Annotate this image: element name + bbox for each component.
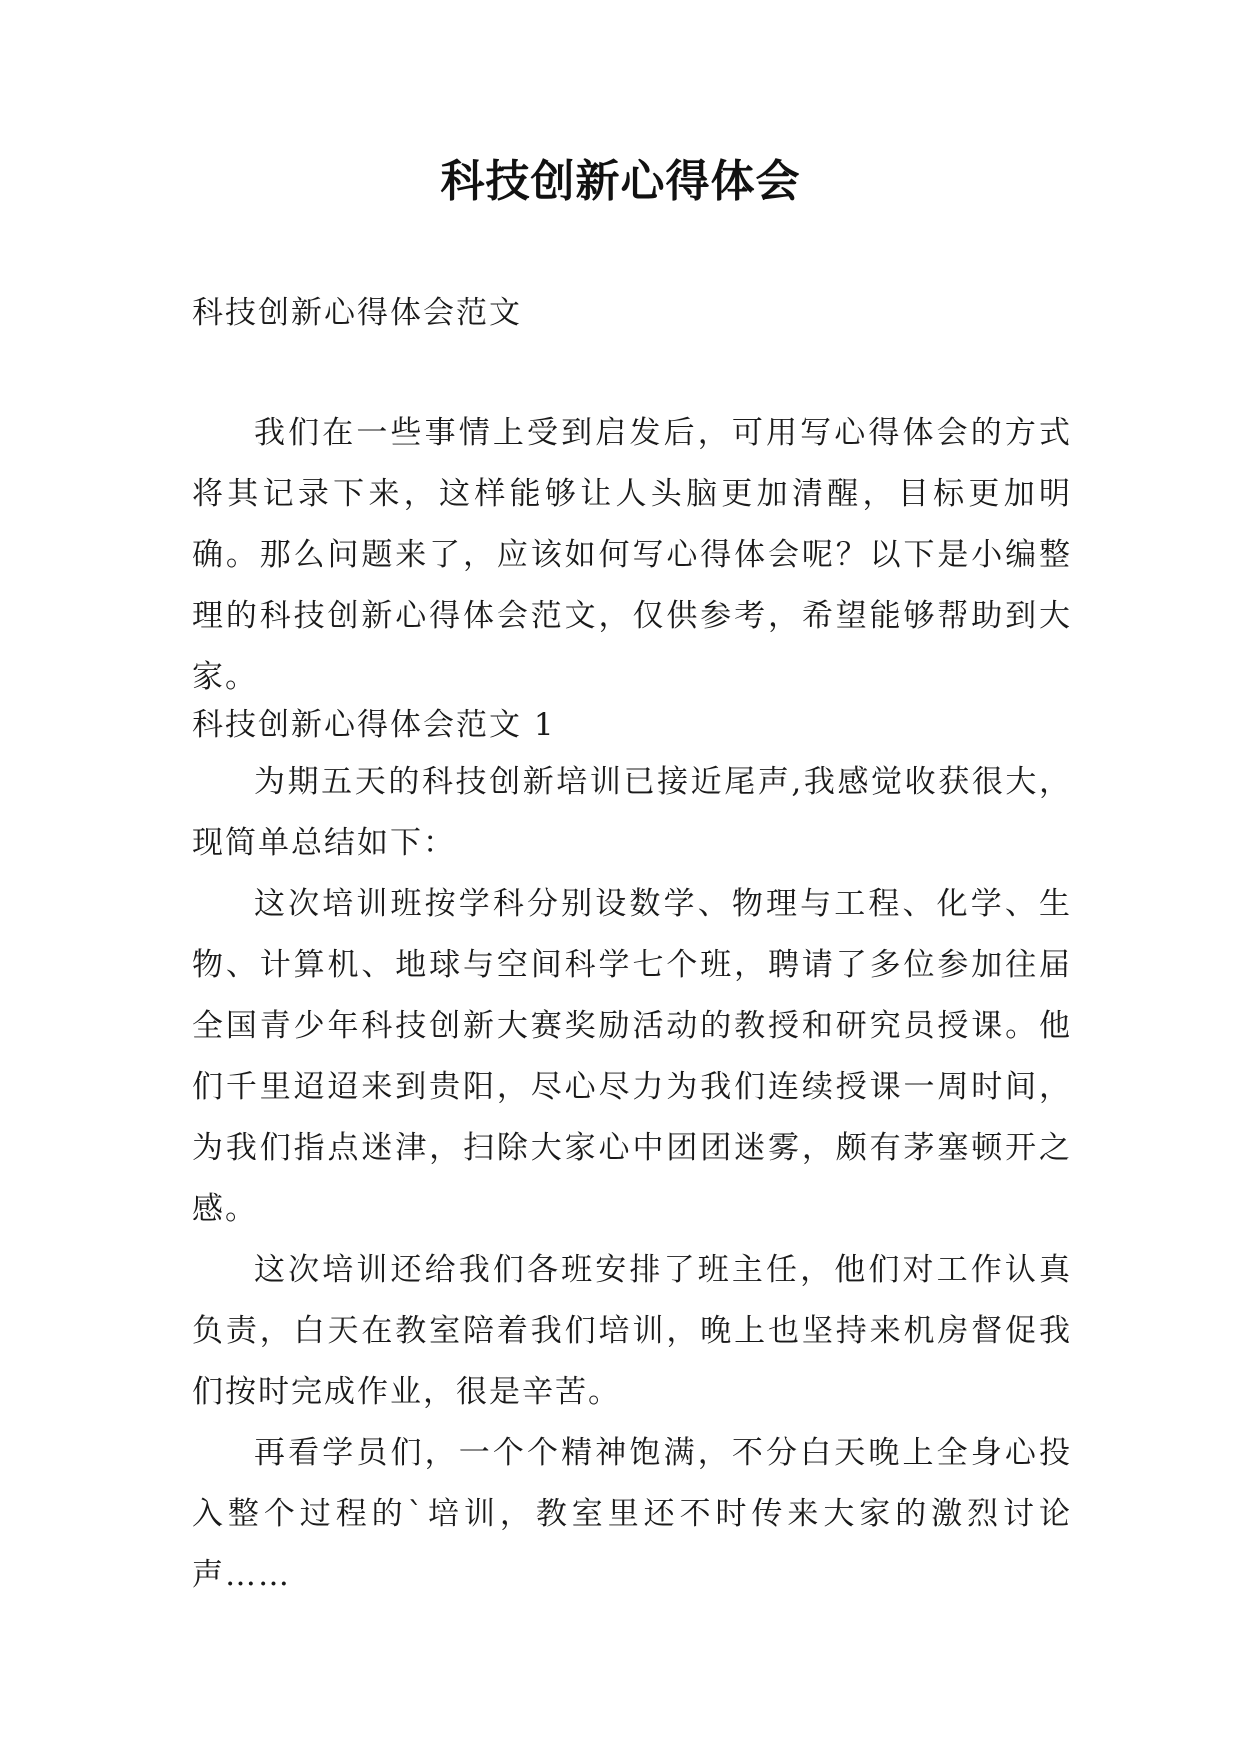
section-body bbox=[192, 752, 1072, 1606]
document-subtitle: 科技创新心得体会范文 bbox=[192, 295, 522, 331]
body-paragraph: 再看学员们，一个个精神饱满，不分白天晚上全身心投入整个过程的`培训，教室里还不时传来大家的激烈讨论声…… bbox=[192, 1435, 1072, 1593]
intro-block bbox=[192, 403, 1072, 708]
section-heading: 科技创新心得体会范文 1 bbox=[192, 707, 556, 743]
document-title: 科技创新心得体会 bbox=[440, 156, 801, 207]
intro-paragraph: 我们在一些事情上受到启发后，可用写心得体会的方式将其记录下来，这样能够让人头脑更加清醒，目标更加明确。那么问题来了，应该如何写心得体会呢？以下是小编整理的科技创新心得体会范文，仅供参考，希望能够帮助到大家。 bbox=[192, 415, 1072, 695]
body-paragraph: 为期五天的科技创新培训已接近尾声,我感觉收获很大，现简单总结如下： bbox=[192, 764, 1072, 861]
body-paragraph: 这次培训班按学科分别设数学、物理与工程、化学、生物、计算机、地球与空间科学七个班，聘请了多位参加往届全国青少年科技创新大赛奖励活动的教授和研究员授课。他们千里迢迢来到贵阳，尽心尽力为我们连续授课一周时间，为我们指点迷津，扫除大家心中团团迷雾，颇有茅塞顿开之感。 bbox=[192, 886, 1072, 1227]
body-paragraph: 这次培训还给我们各班安排了班主任，他们对工作认真负责，白天在教室陪着我们培训，晚上也坚持来机房督促我们按时完成作业，很是辛苦。 bbox=[192, 1252, 1072, 1410]
